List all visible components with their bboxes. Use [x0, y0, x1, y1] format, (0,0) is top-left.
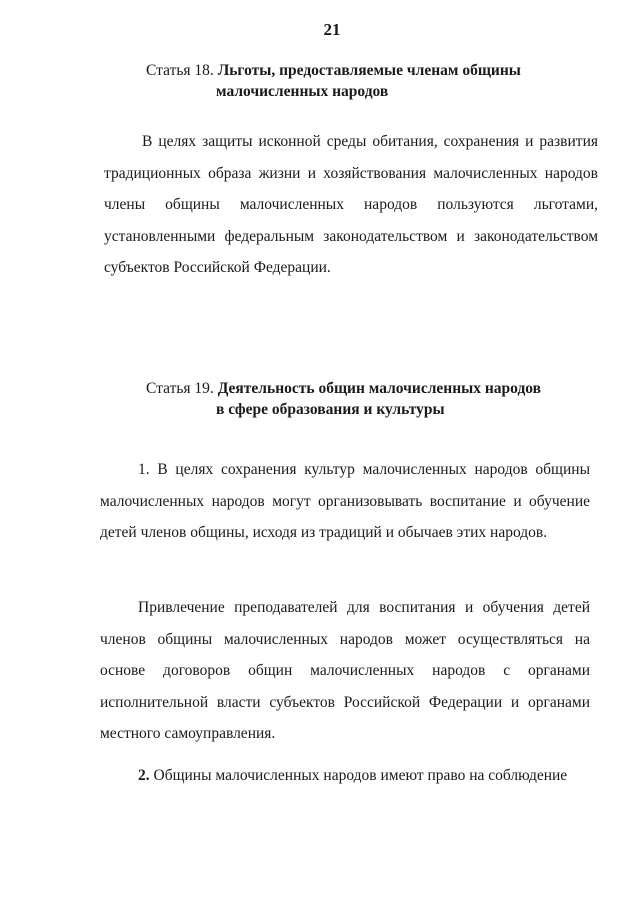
article-18-label: Статья 18.	[146, 62, 214, 79]
article-19-item-2-text: Общины малочисленных народов имеют право на соблюдение	[149, 767, 568, 784]
article-19-title-line2: в сфере образования и культуры	[216, 401, 445, 418]
article-19-label: Статья 19.	[146, 380, 214, 397]
article-18-title-line2: малочисленных народов	[216, 83, 389, 100]
article-19-paragraph-3	[100, 760, 590, 792]
page-number: 21	[323, 20, 341, 39]
article-18-title: Льготы, предоставляемые членам общины	[217, 62, 521, 79]
article-19-paragraph-2: Привлечение преподавателей для воспитания и обучения детей членов общины малочисленных народов может осуществляться на основе договоров общин малочисленных народов с органами исполнительной власти субъектов Российской Федерации и органами местного самоуправления.	[100, 599, 590, 742]
article-19-heading	[146, 378, 586, 420]
article-18-heading	[146, 60, 586, 102]
article-19-title: Деятельность общин малочисленных народов	[217, 380, 542, 397]
article-19-item-2-number: 2.	[138, 767, 150, 784]
article-18-paragraph: В целях защиты исконной среды обитания, сохранения и развития традиционных образа жизни и хозяйствования малочисленных народов члены общины малочисленных народов пользуются льготами, установленными федеральным законодательством и законодательством субъектов Российской Федерации.	[104, 133, 598, 276]
article-19-paragraph-1: 1. В целях сохранения культур малочисленных народов общины малочисленных народов могут организовывать воспитание и обучение детей членов общины, исходя из традиций и обычаев этих народов.	[100, 461, 590, 541]
